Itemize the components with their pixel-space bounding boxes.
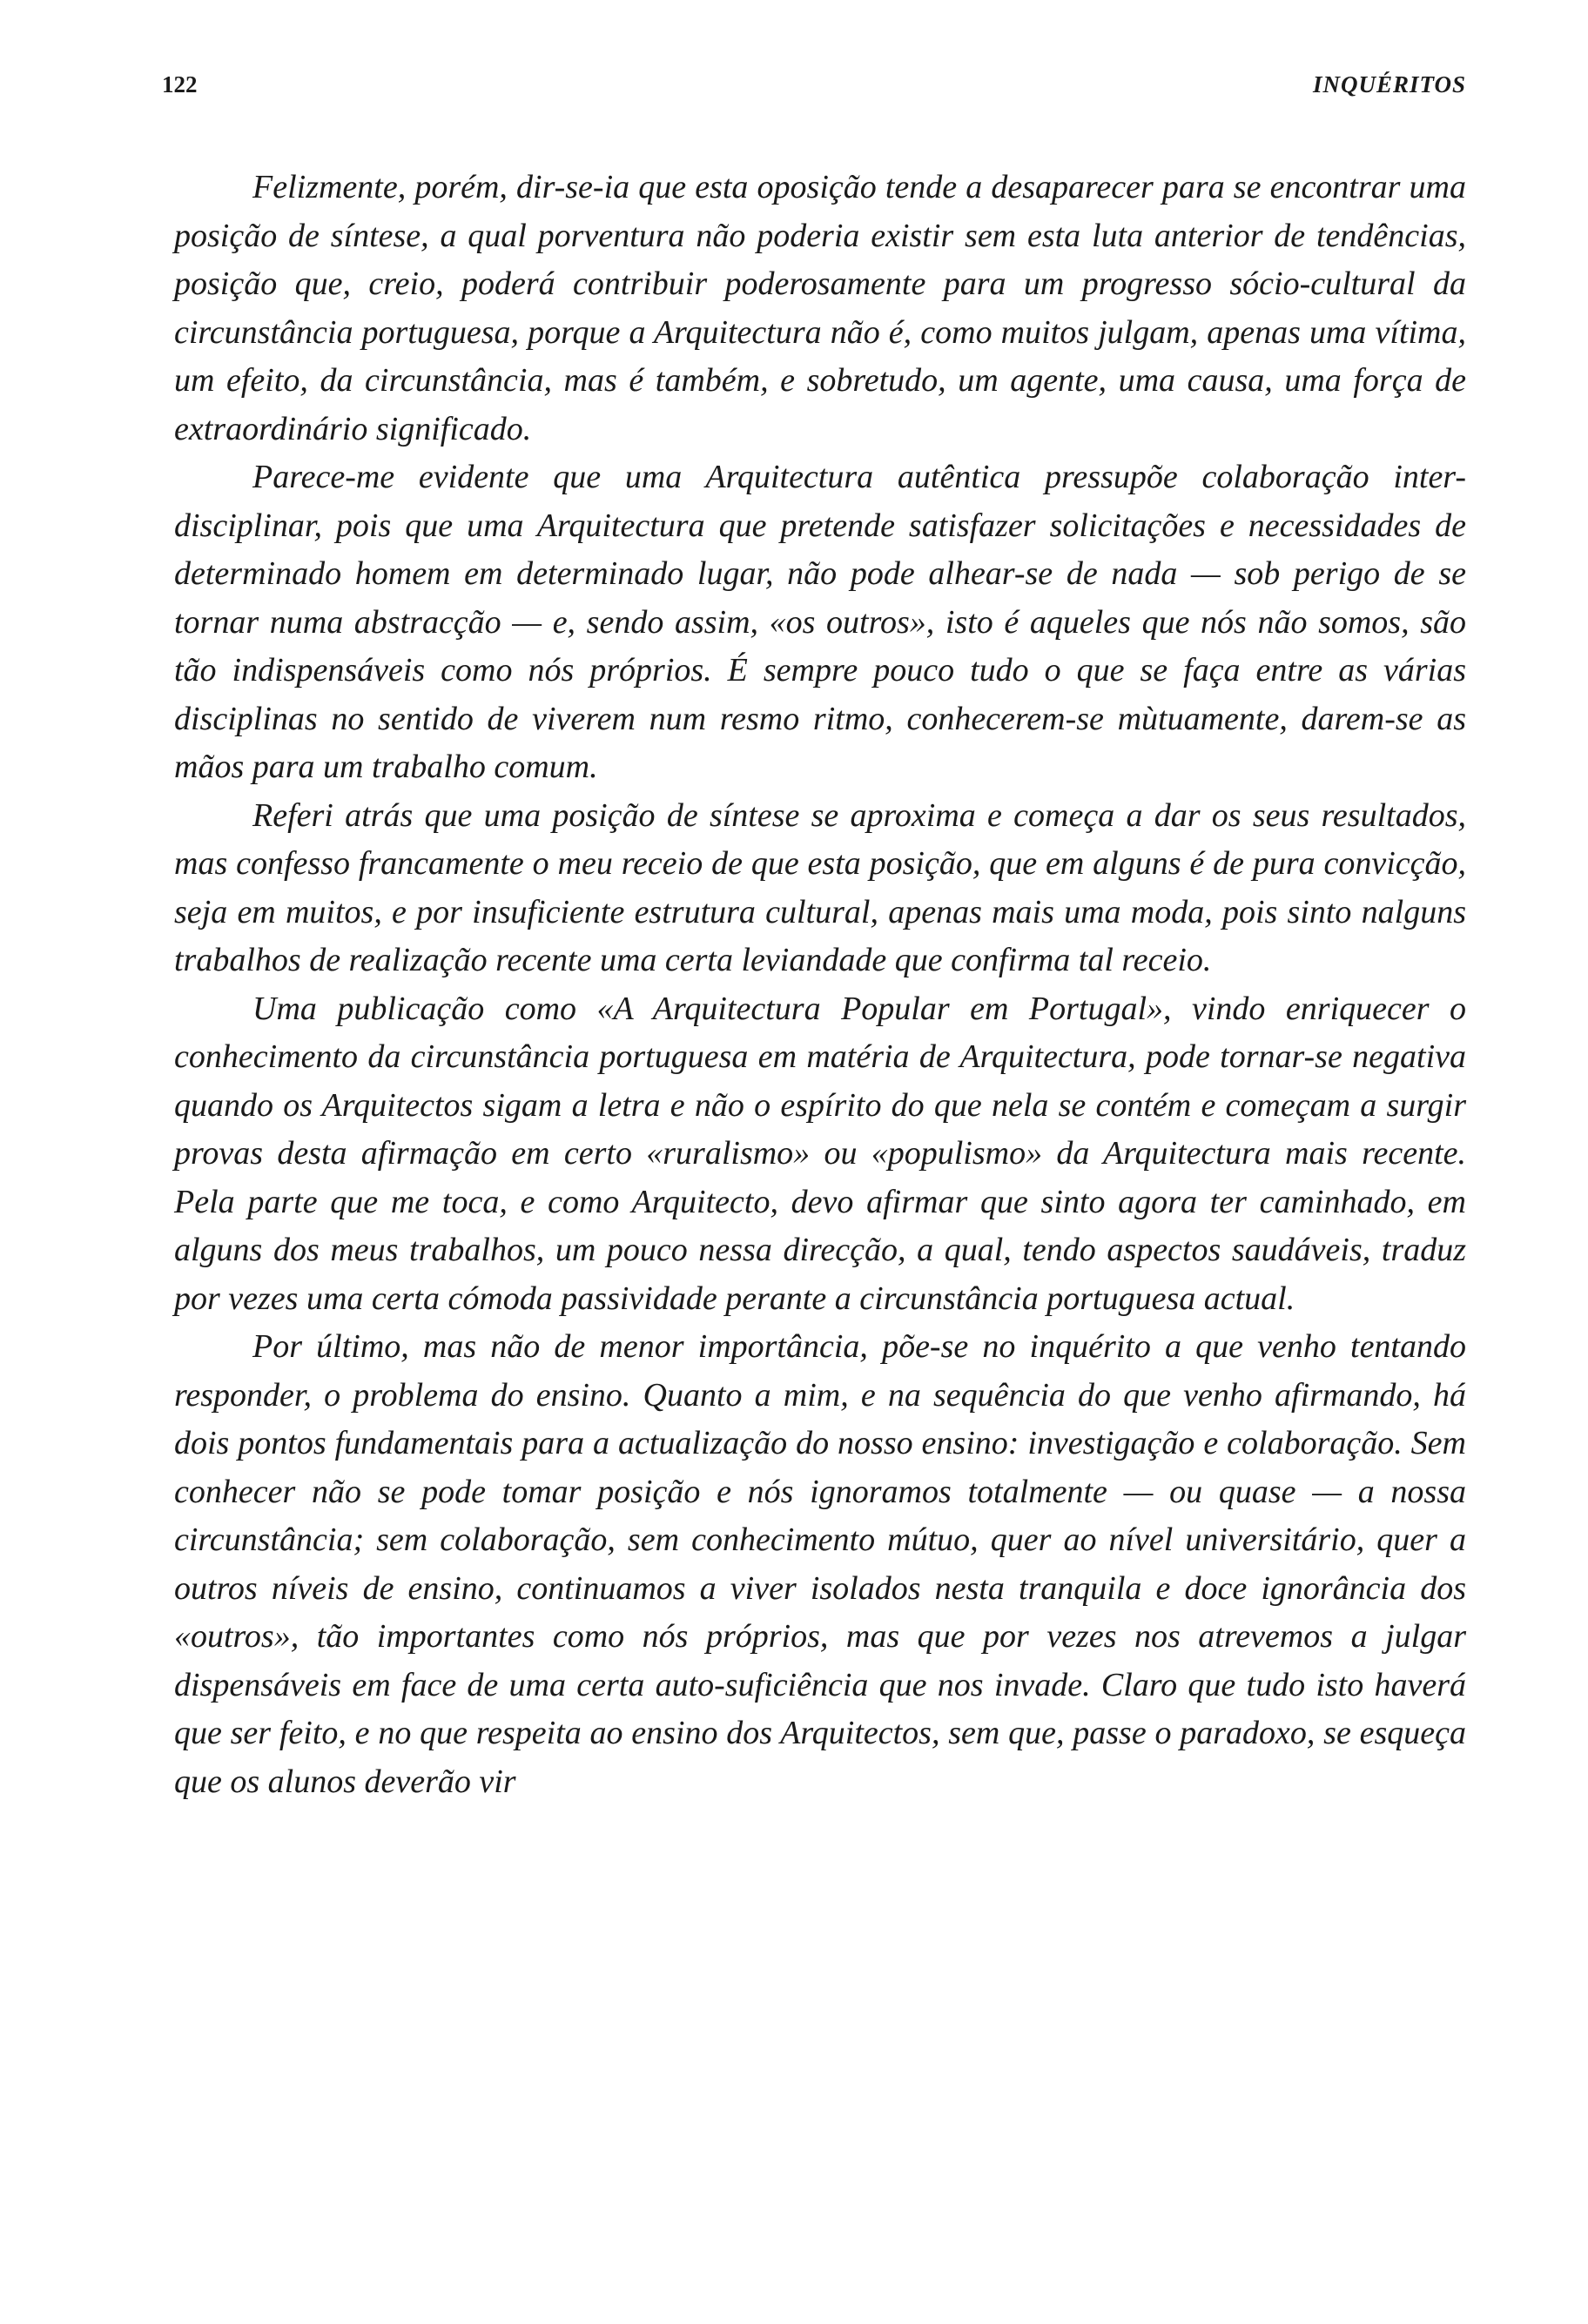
body-text bbox=[174, 164, 1466, 1806]
paragraph: Parece-me evidente que uma Arquitectura autêntica pressupõe colaboração inter-disciplinar, pois que uma Arquitectura que pretende satisfazer solicitações e necessidades de determinado homem em determinado lugar, não pode alhear-se de nada — sob perigo de se tornar numa abstracção — e, sendo assim, «os outros», isto é aqueles que nós não somos, são tão indispensáveis como nós próprios. É sempre pouco tudo o que se faça entre as várias disciplinas no sentido de viverem num resmo ritmo, conhecerem-se mùtuamente, darem-se as mãos para um trabalho comum. bbox=[174, 459, 1466, 785]
page-header bbox=[162, 71, 1466, 106]
page-number: 122 bbox=[162, 71, 198, 97]
paragraph: Felizmente, porém, dir-se-ia que esta oposição tende a desaparecer para se encontrar uma posição de síntese, a qual porventura não poderia existir sem esta luta anterior de tendências, posição que, creio, poderá contribuir poderosamente para um progresso sócio-cultural da circunstância portuguesa, porque a Arquitectura não é, como muitos julgam, apenas uma vítima, um efeito, da circunstância, mas é também, e sobretudo, um agente, uma causa, uma força de extraordinário significado. bbox=[174, 169, 1466, 447]
paragraph: Referi atrás que uma posição de síntese se aproxima e começa a dar os seus resultados, mas confesso francamente o meu receio de que esta posição, que em alguns é de pura convicção, seja em muitos, e por insuficiente estrutura cultural, apenas mais uma moda, pois sinto nalguns trabalhos de realização recente uma certa leviandade que confirma tal receio. bbox=[174, 796, 1466, 978]
running-head: INQUÉRITOS bbox=[1312, 71, 1466, 97]
paragraph: Por último, mas não de menor importância, põe-se no inquérito a que venho tentando responder, o problema do ensino. Quanto a mim, e na sequência do que venho afirmando, há dois pontos fundamentais para a actualização do nosso ensino: investigação e colaboração. Sem conhecer não se pode tomar posição e nós ignoramos totalmente — ou quase — a nossa circunstância; sem colaboração, sem conhecimento mútuo, quer ao nível universitário, quer a outros níveis de ensino, continuamos a viver isolados nesta tranquila e doce ignorância dos «outros», tão importantes como nós próprios, mas que por vezes nos atrevemos a julgar dispensáveis em face de uma certa auto-suficiência que nos invade. Claro que tudo isto haverá que ser feito, e no que respeita ao ensino dos Arquitectos, sem que, passe o paradoxo, se esqueça que os alunos deverão vir bbox=[174, 1328, 1466, 1800]
paragraph: Uma publicação como «A Arquitectura Popular em Portugal», vindo enriquecer o conhecimento da circunstância portuguesa em matéria de Arquitectura, pode tornar-se negativa quando os Arquitectos sigam a letra e não o espírito do que nela se contém e começam a surgir provas desta afirmação em certo «ruralismo» ou «populismo» da Arquitectura mais recente. Pela parte que me toca, e como Arquitecto, devo afirmar que sinto agora ter caminhado, em alguns dos meus trabalhos, um pouco nessa direcção, a qual, tendo aspectos saudáveis, traduz por vezes uma certa cómoda passividade perante a circunstância portuguesa actual. bbox=[174, 990, 1466, 1317]
